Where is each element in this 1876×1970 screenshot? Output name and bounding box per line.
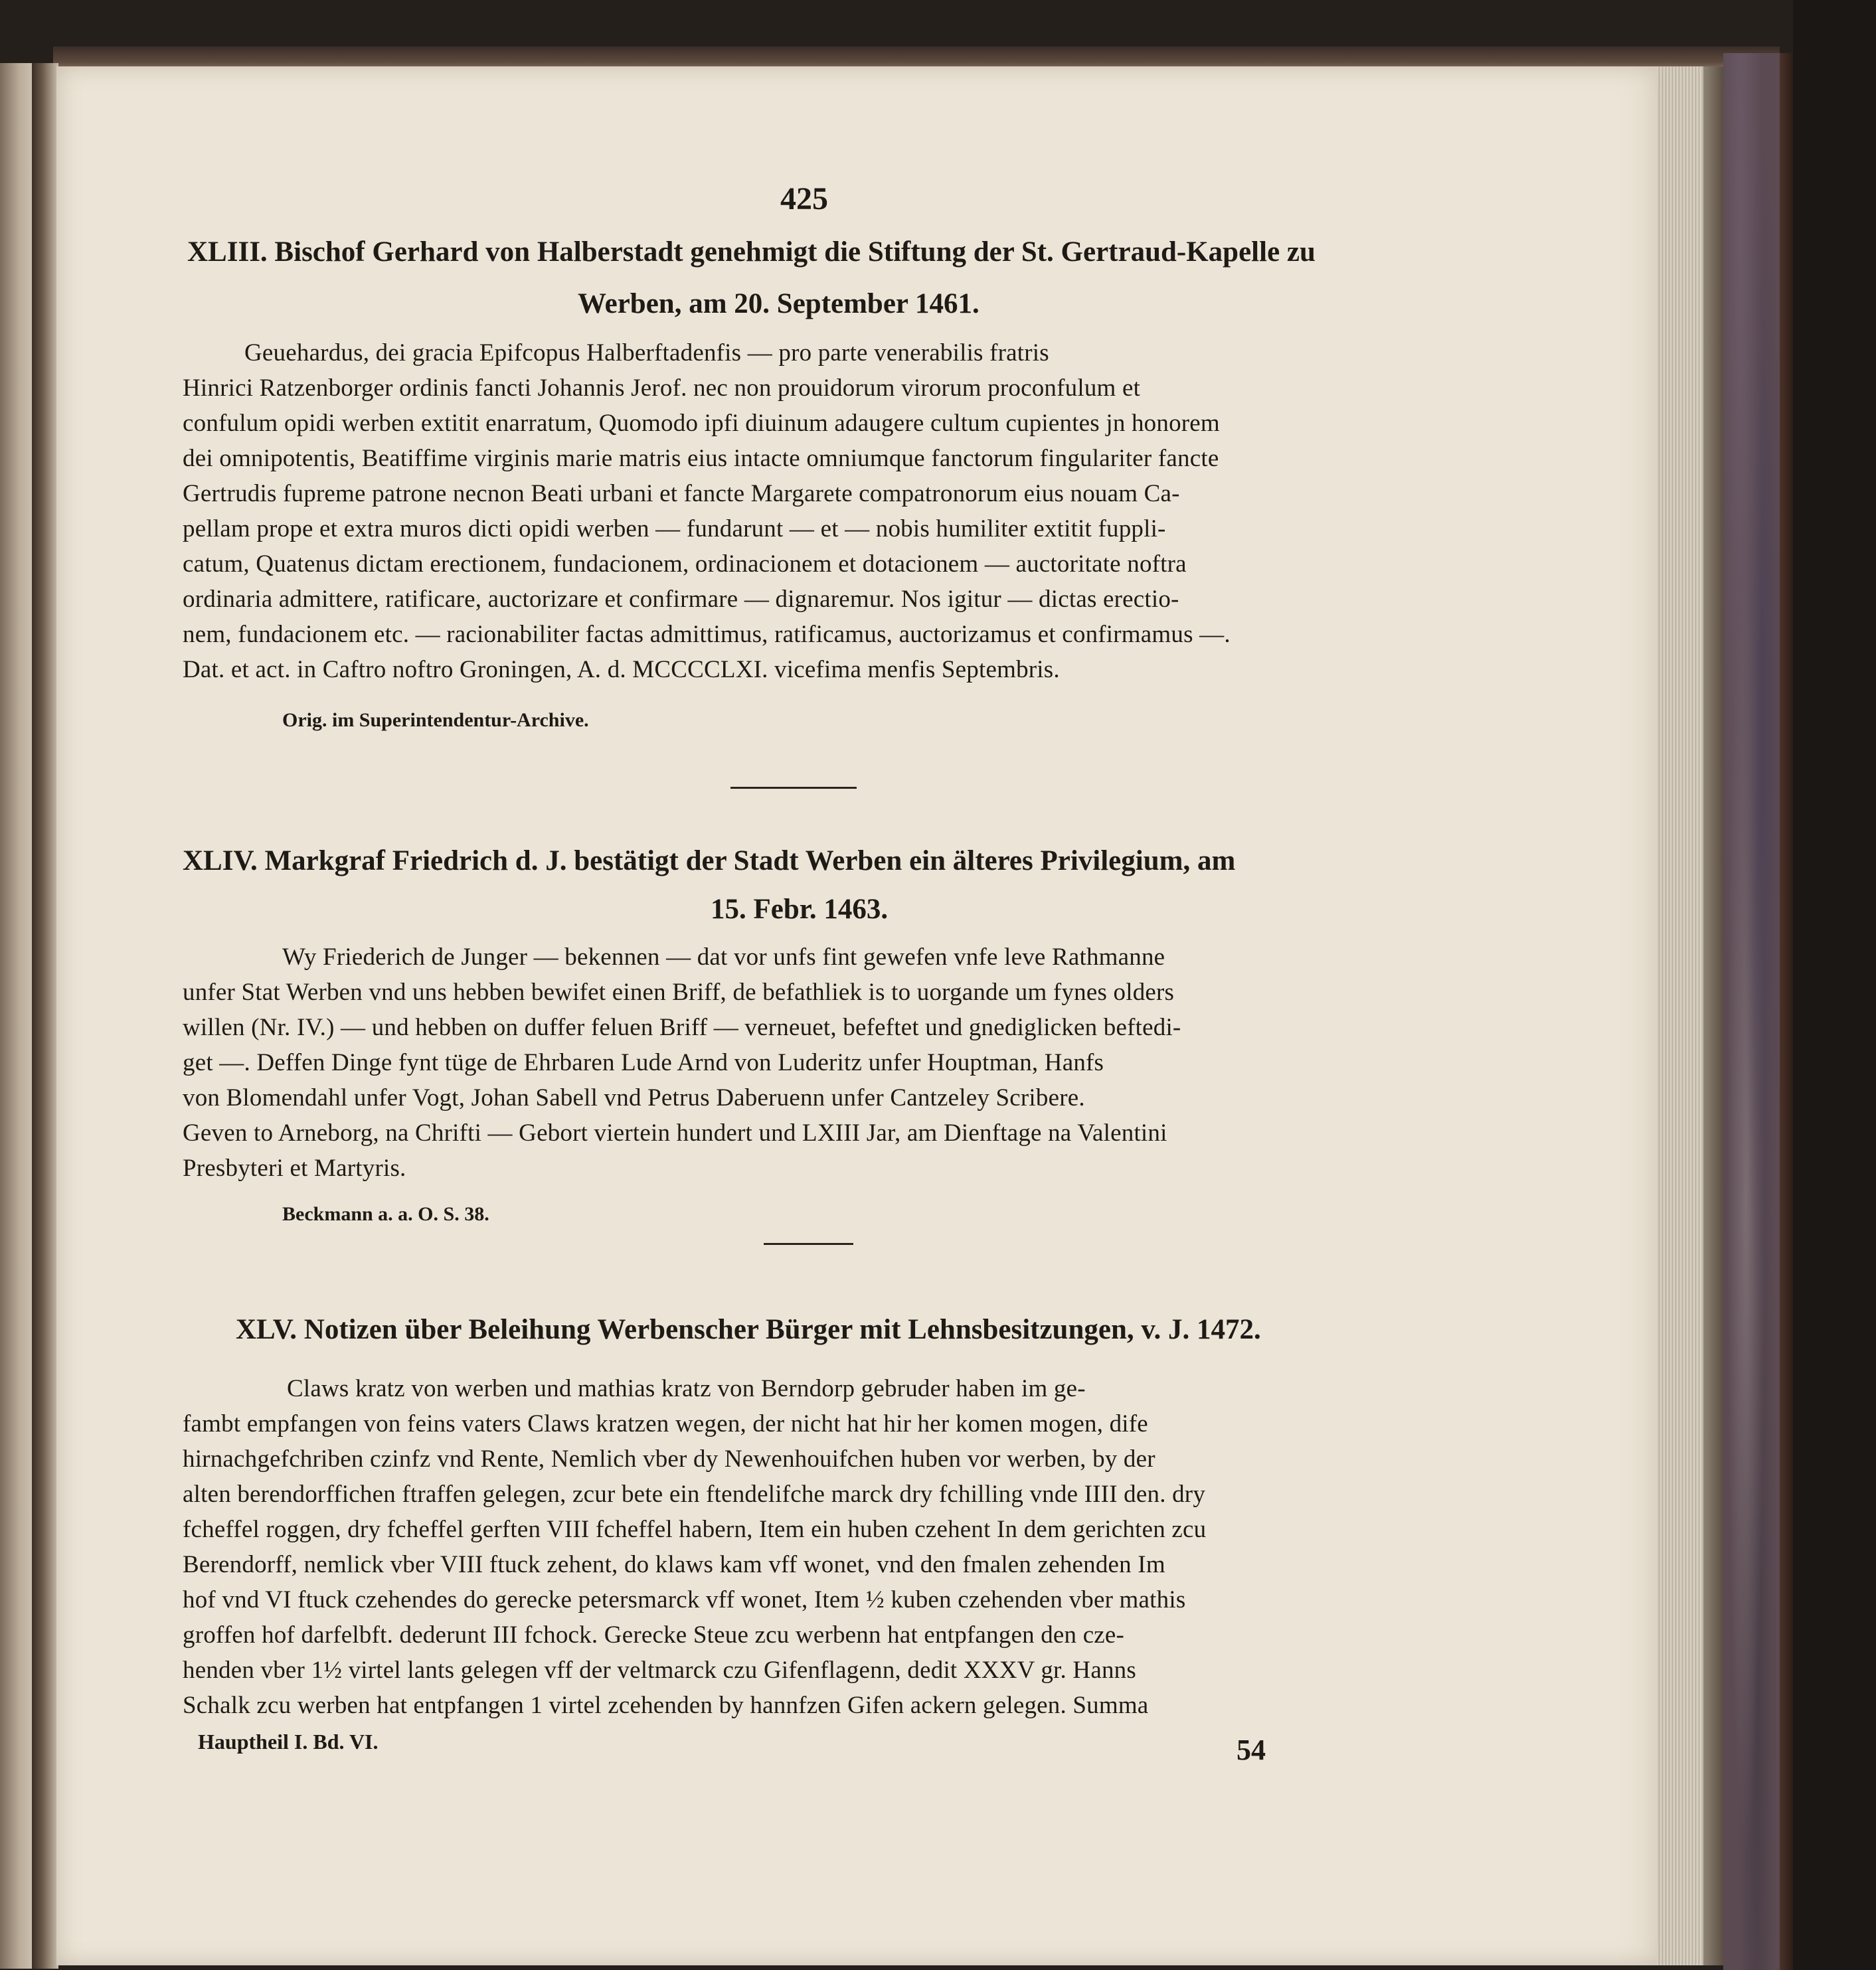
body-line: ordinaria admittere, ratificare, auctorizare et confirmare — dignaremur. Nos igitur — dictas erectio-: [183, 586, 1179, 613]
body-line: Wy Friederich de Junger — bekennen — dat vor unfs fint gewefen vnfe leve Rathmanne: [282, 944, 1165, 971]
section-heading-line: Werben, am 20. September 1461.: [578, 288, 980, 319]
page-number: 425: [780, 181, 828, 216]
section-heading-line: XLIV. Markgraf Friedrich d. J. bestätigt der Stadt Werben ein älteres Privilegium, am: [183, 845, 1236, 876]
body-line: Geuehardus, dei gracia Epifcopus Halberftadenfis — pro parte venerabilis fratris: [244, 339, 1049, 367]
body-line: willen (Nr. IV.) — und hebben on duffer feluen Briff — verneuet, befeftet und gnediglicken beftedi-: [183, 1014, 1181, 1041]
body-line: Berendorff, nemlick vber VIII ftuck zehent, do klaws kam vff wonet, vnd den fmalen zehenden Im: [183, 1551, 1165, 1578]
body-line: nem, fundacionem etc. — racionabiliter factas admittimus, ratificamus, auctorizamus et confirmamus —.: [183, 621, 1231, 648]
background: [1793, 0, 1876, 1970]
body-line: pellam prope et extra muros dicti opidi werben — fundarunt — et — nobis humiliter extitit fuppli-: [183, 515, 1166, 542]
body-line: henden vber 1½ virtel lants gelegen vff der veltmarck czu Gifenflagenn, dedit XXXV gr. Hanns: [183, 1657, 1136, 1684]
section-heading-line: XLIII. Bischof Gerhard von Halberstadt genehmigt die Stiftung der St. Gertraud-Kapelle zu: [187, 236, 1316, 268]
body-line: fcheffel roggen, dry fcheffel gerften VIII fcheffel habern, Item ein huben czehent In dem gerichten zcu: [183, 1516, 1207, 1543]
body-line: alten berendorffichen ftraffen gelegen, zcur bete ein ftendelifche marck dry fchilling vnde IIII den. dry: [183, 1481, 1206, 1508]
signature-mark: Hauptheil I. Bd. VI.: [198, 1730, 379, 1754]
book-gutter: [32, 63, 58, 1969]
sheet-number: 54: [1236, 1734, 1266, 1766]
body-line: dei omnipotentis, Beatiffime virginis marie matris eius intacte omniumque fanctorum fingulariter fancte: [183, 445, 1219, 472]
marbled-cover: [1723, 53, 1780, 1970]
source-note: Orig. im Superintendentur-Archive.: [282, 709, 589, 731]
body-line: Hinrici Ratzenborger ordinis fancti Johannis Jerof. nec non prouidorum virorum proconfulum et: [183, 374, 1141, 402]
body-line: Claws kratz von werben und mathias kratz von Berndorp gebruder haben im ge-: [287, 1375, 1086, 1402]
body-line: hof vnd VI ftuck czehendes do gerecke petersmarck vff wonet, Item ½ kuben czehenden vber mathis: [183, 1586, 1186, 1613]
body-line: unfer Stat Werben vnd uns hebben bewifet einen Briff, de befathliek is to uorgande um fynes olders: [183, 979, 1175, 1006]
body-line: hirnachgefchriben czinfz vnd Rente, Nemlich vber dy Newenhouifchen huben vor werben, by der: [183, 1445, 1155, 1473]
section-divider: [730, 787, 857, 789]
source-note: Beckmann a. a. O. S. 38.: [282, 1203, 489, 1225]
body-line: Presbyteri et Martyris.: [183, 1155, 406, 1182]
body-line: Dat. et act. in Caftro noftro Groningen, A. d. MCCCCLXI. vicefima menfis Septembris.: [183, 656, 1060, 683]
body-line: Geven to Arneborg, na Chrifti — Gebort viertein hundert und LXIII Jar, am Dienftage na Valentini: [183, 1119, 1167, 1147]
section-divider: [764, 1243, 853, 1245]
page-edges: [1657, 66, 1703, 1965]
edge-shadow: [1703, 66, 1723, 1965]
section-heading-line: XLV. Notizen über Beleihung Werbenscher Bürger mit Lehnsbesitzungen, v. J. 1472.: [236, 1314, 1261, 1345]
cover-trim: [1780, 53, 1793, 1970]
body-line: get —. Deffen Dinge fynt tüge de Ehrbaren Lude Arnd von Luderitz unfer Houptman, Hanfs: [183, 1049, 1104, 1076]
body-line: catum, Quatenus dictam erectionem, fundacionem, ordinacionem et dotacionem — auctoritate noftra: [183, 550, 1187, 578]
body-line: confulum opidi werben extitit enarratum, Quomodo ipfi diuinum adaugere cultum cupientes jn honorem: [183, 410, 1220, 437]
body-line: von Blomendahl unfer Vogt, Johan Sabell vnd Petrus Daberuenn unfer Cantzeley Scribere.: [183, 1084, 1085, 1111]
body-line: fambt empfangen von feins vaters Claws kratzen wegen, der nicht hat hir her komen mogen, dife: [183, 1410, 1148, 1437]
body-line: groffen hof darfelbft. dederunt III fchock. Gerecke Steue zcu werbenn hat entpfangen den cze-: [183, 1621, 1125, 1649]
body-line: Gertrudis fupreme patrone necnon Beati urbani et fancte Margarete compatronorum eius nouam Ca-: [183, 480, 1180, 507]
facing-page-edge: [0, 63, 32, 1969]
section-heading-line: 15. Febr. 1463.: [711, 894, 889, 925]
body-line: Schalk zcu werben hat entpfangen 1 virtel zcehenden by hannfzen Gifen ackern gelegen. Summa: [183, 1692, 1149, 1719]
